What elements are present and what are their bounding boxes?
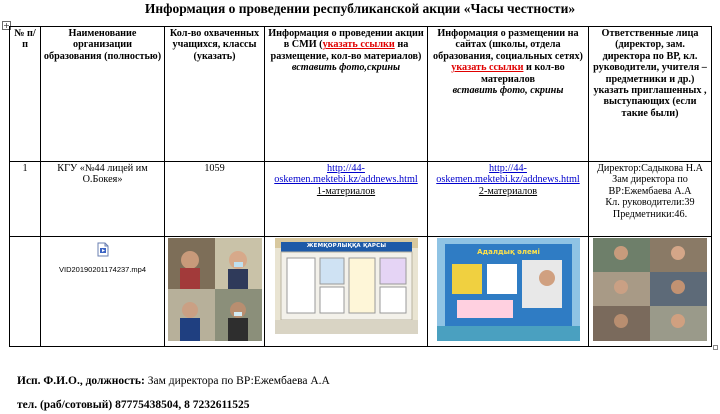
video-file-name: VID20190201174237.mp4 (58, 265, 146, 275)
row-responsible-cell (589, 162, 712, 237)
header-student-count: Кол-во охваченных учащихся, классы (указать) (165, 27, 265, 162)
media-link[interactable]: http://44-oskemen.mektebi.kz/addnews.html (274, 163, 418, 186)
document-title: Информация о проведении республиканской акции «Часы честности» (144, 1, 576, 16)
empty-cell (10, 237, 41, 347)
image-row (10, 237, 712, 347)
resp-class-teachers: Кл. руководители:39 (605, 197, 695, 209)
header-number: № п/п (10, 27, 41, 162)
report-table (9, 26, 712, 347)
header-sites-text-b: и кол-во материалов (480, 62, 565, 85)
header-media-text-b: на размещение, кол-во материалов) (270, 39, 422, 62)
footer-responsible-value: Зам директора по ВР:Ежембаева А.А (147, 375, 330, 387)
video-file-icon[interactable] (97, 242, 109, 257)
online-meeting-photo (593, 238, 707, 341)
photo-cell-online-meeting (589, 237, 712, 347)
footer-phone-label: тел. (раб/сотовый) (17, 399, 113, 411)
header-media-italic: вставить фото,скрины (291, 62, 401, 74)
photo-cell-stand (265, 237, 428, 347)
header-sites-red: указать ссылки (451, 62, 524, 74)
header-media-red: указать ссылки (322, 39, 395, 51)
honesty-poster-photo (437, 238, 580, 341)
footer-phone-value: 87775438504, 8 7232611525 (115, 399, 250, 411)
photo-cell-poster (428, 237, 589, 347)
anticorruption-stand-photo (275, 238, 418, 334)
table-row (10, 162, 712, 237)
header-responsible: Ответственные лица (директор, зам. директора по ВР, кл. руководители, учителя – предметники и др.) указать приглашенных , выступающих (если такие были) (589, 27, 712, 162)
move-anchor-icon[interactable]: + (3, 21, 10, 30)
photo-cell-video-call (165, 237, 265, 347)
row-organization: КГУ «№44 лицей им О.Бокея» (41, 162, 165, 237)
header-media (265, 27, 428, 162)
resp-director: Директор:Садыкова Н.А (596, 163, 704, 174)
video-call-photo (168, 238, 262, 341)
stand-banner-text: ЖЕМҚОРЛЫҚҚА ҚАРСЫ (306, 243, 387, 249)
header-organization: Наименование организации образования (полностью) (41, 27, 165, 162)
poster-text: Адалдық әлемі (477, 248, 540, 256)
media-count: 1-материалов (316, 185, 376, 197)
footer-phone (17, 399, 250, 411)
site-count: 2-материалов (478, 185, 538, 197)
row-sites-cell (428, 162, 589, 237)
header-row (10, 27, 712, 162)
header-sites-text-a: Информация о размещении на сайтах (школы, отдела образования, социальных сетях) (433, 28, 583, 62)
header-sites (428, 27, 589, 162)
row-student-count: 1059 (165, 162, 265, 237)
resp-deputy: Зам директора по ВР:Ежембаева А.А (608, 174, 692, 197)
resp-subject-teachers: Предметники:46. (612, 208, 688, 220)
row-media-cell (265, 162, 428, 237)
video-file-cell (41, 237, 165, 347)
header-sites-italic: вставить фото, скрины (452, 85, 564, 97)
header-media-text-a: Информация о проведении акции в СМИ ( (268, 28, 424, 51)
row-number: 1 (10, 162, 41, 237)
site-link[interactable]: http://44-oskemen.mektebi.kz/addnews.html (436, 163, 580, 186)
table-resize-handle[interactable] (713, 345, 718, 350)
footer-responsible-label: Исп. Ф.И.О., должность: (17, 375, 145, 387)
footer-responsible (17, 375, 330, 387)
